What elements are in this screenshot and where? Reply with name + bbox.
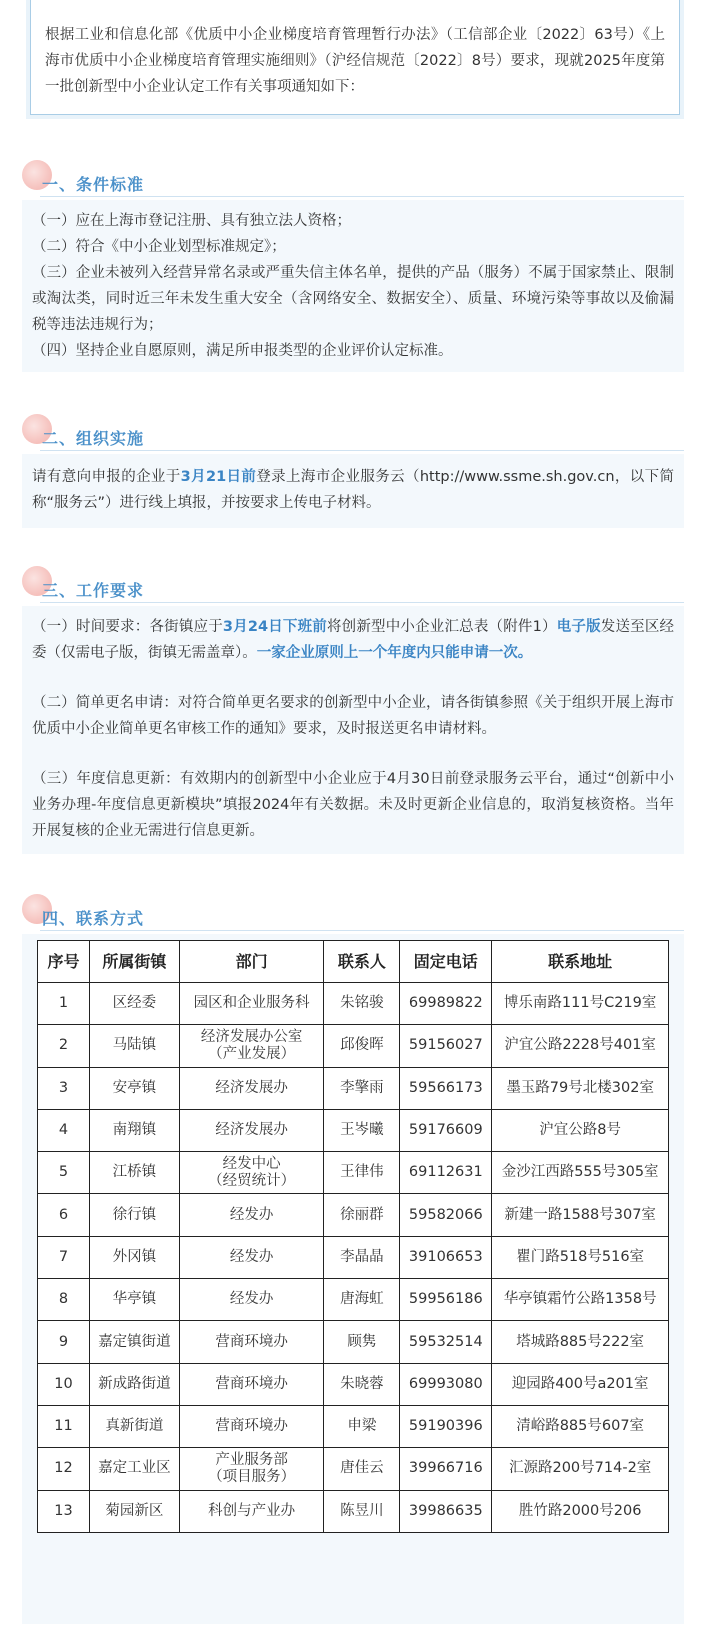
row-town: 菊园新区 [89, 1490, 179, 1532]
row-address: 墨玉路79号北楼302室 [492, 1067, 669, 1109]
row-address: 瞿门路518号516室 [492, 1236, 669, 1278]
row-contact: 徐丽群 [324, 1194, 400, 1236]
row-phone: 69993080 [400, 1363, 492, 1405]
table-row [38, 1448, 669, 1490]
row-town: 徐行镇 [89, 1194, 179, 1236]
table-row [38, 1152, 669, 1194]
row-address: 沪宜公路8号 [492, 1109, 669, 1151]
section-body [22, 454, 684, 528]
row-department: 营商环境办 [179, 1321, 324, 1363]
table-row [38, 983, 669, 1025]
row-department: 经发中心 （经贸统计） [179, 1152, 324, 1194]
row-phone: 59532514 [400, 1321, 492, 1363]
row-index: 1 [38, 983, 90, 1025]
section-divider [40, 930, 684, 931]
row-phone: 59566173 [400, 1067, 492, 1109]
row-contact: 王律伟 [324, 1152, 400, 1194]
table-row [38, 1363, 669, 1405]
section-divider [40, 450, 684, 451]
row-index: 13 [38, 1490, 90, 1532]
row-contact: 唐海虹 [324, 1279, 400, 1321]
row-phone: 59956186 [400, 1279, 492, 1321]
requirement-rename: （二）简单更名申请：对符合简单更名要求的创新型中小企业，请各街镇参照《关于组织开展上海市优质中小企业简单更名审核工作的通知》要求，及时报送更名申请材料。 [32, 695, 674, 737]
row-department: 经济发展办 [179, 1109, 324, 1151]
row-phone: 39106653 [400, 1236, 492, 1278]
section-conditions [22, 158, 684, 372]
row-contact: 王岑曦 [324, 1109, 400, 1151]
row-department: 经发办 [179, 1236, 324, 1278]
once-per-year-highlight: 一家企业原则上一个年度内只能申请一次。 [256, 645, 533, 661]
row-town: 外冈镇 [89, 1236, 179, 1278]
row-contact: 朱晓蓉 [324, 1363, 400, 1405]
table-row [38, 1109, 669, 1151]
header-phone: 固定电话 [400, 941, 492, 983]
contacts-table-body [38, 983, 669, 1533]
row-phone: 69989822 [400, 983, 492, 1025]
deadline-highlight: 3月24日下班前 [222, 619, 327, 635]
row-contact: 朱铭骏 [324, 983, 400, 1025]
section-body [22, 606, 684, 854]
header-address: 联系地址 [492, 941, 669, 983]
row-department: 营商环境办 [179, 1405, 324, 1447]
row-town: 华亭镇 [89, 1279, 179, 1321]
row-town: 区经委 [89, 983, 179, 1025]
table-row [38, 1490, 669, 1532]
row-contact: 陈昱川 [324, 1490, 400, 1532]
row-phone: 59156027 [400, 1025, 492, 1067]
row-phone: 59176609 [400, 1109, 492, 1151]
section-title: 一、条件标准 [42, 175, 145, 194]
row-index: 3 [38, 1067, 90, 1109]
row-index: 10 [38, 1363, 90, 1405]
row-address: 华亭镇霜竹公路1358号 [492, 1279, 669, 1321]
row-department: 科创与产业办 [179, 1490, 324, 1532]
row-address: 沪宜公路2228号401室 [492, 1025, 669, 1067]
table-row [38, 1236, 669, 1278]
intro-text: 根据工业和信息化部《优质中小企业梯度培育管理暂行办法》（工信部企业〔2022〕63号）《上海市优质中小企业梯度培育管理实施细则》（沪经信规范〔2022〕8号）要求，现就2025年度第一批创新型中小企业认定工作有关事项通知如下： [45, 27, 665, 95]
row-contact: 李擎雨 [324, 1067, 400, 1109]
row-address: 汇源路200号714-2室 [492, 1448, 669, 1490]
section-contacts [22, 892, 684, 1624]
row-town: 南翔镇 [89, 1109, 179, 1151]
contacts-table [37, 940, 669, 1533]
requirement-time: （一）时间要求：各街镇应于3月24日下班前将创新型中小企业汇总表（附件1）电子版发送至区经委（仅需电子版，街镇无需盖章）。一家企业原则上一个年度内只能申请一次。 [32, 619, 675, 661]
deadline-highlight: 3月21日前 [180, 469, 257, 485]
row-department: 经发办 [179, 1194, 324, 1236]
row-contact: 邱俊晖 [324, 1025, 400, 1067]
row-address: 金沙江西路555号305室 [492, 1152, 669, 1194]
row-index: 6 [38, 1194, 90, 1236]
row-department: 产业服务部 （项目服务） [179, 1448, 324, 1490]
row-town: 马陆镇 [89, 1025, 179, 1067]
row-phone: 39966716 [400, 1448, 492, 1490]
row-department: 园区和企业服务科 [179, 983, 324, 1025]
section-divider [40, 602, 684, 603]
row-town: 新成路街道 [89, 1363, 179, 1405]
row-index: 9 [38, 1321, 90, 1363]
section-requirements [22, 564, 684, 854]
header-contact: 联系人 [324, 941, 400, 983]
section-title: 三、工作要求 [42, 581, 145, 600]
section-body [22, 934, 684, 1624]
header-department: 部门 [179, 941, 324, 983]
section-divider [40, 196, 684, 197]
table-row [38, 1321, 669, 1363]
row-contact: 李晶晶 [324, 1236, 400, 1278]
condition-item-4: （四）坚持企业自愿原则，满足所申报类型的企业评价认定标准。 [32, 343, 453, 359]
row-address: 新建一路1588号307室 [492, 1194, 669, 1236]
header-index: 序号 [38, 941, 90, 983]
condition-item-2: （二）符合《中小企业划型标准规定》； [32, 239, 286, 255]
header-town: 所属街镇 [89, 941, 179, 983]
electronic-version-highlight: 电子版 [556, 619, 601, 635]
row-department: 营商环境办 [179, 1363, 324, 1405]
intro-box [30, 0, 680, 115]
table-row [38, 1405, 669, 1447]
row-index: 7 [38, 1236, 90, 1278]
row-department: 经济发展办 [179, 1067, 324, 1109]
row-town: 嘉定工业区 [89, 1448, 179, 1490]
row-index: 8 [38, 1279, 90, 1321]
row-index: 11 [38, 1405, 90, 1447]
row-address: 迎园路400号a201室 [492, 1363, 669, 1405]
row-department: 经发办 [179, 1279, 324, 1321]
requirement-annual-update: （三）年度信息更新：有效期内的创新型中小企业应于4月30日前登录服务云平台，通过“创新中小业务办理-年度信息更新模块”填报2024年有关数据。未及时更新企业信息的，取消复核资格。当年开展复核的企业无需进行信息更新。 [32, 771, 674, 839]
section-body [22, 200, 684, 372]
row-town: 嘉定镇街道 [89, 1321, 179, 1363]
organization-text: 请有意向申报的企业于3月21日前登录上海市企业服务云（http://www.ssme.sh.gov.cn，以下简称“服务云”）进行线上填报，并按要求上传电子材料。 [32, 469, 674, 511]
row-address: 博乐南路111号C219室 [492, 983, 669, 1025]
table-row [38, 1025, 669, 1067]
row-town: 安亭镇 [89, 1067, 179, 1109]
row-index: 12 [38, 1448, 90, 1490]
row-phone: 69112631 [400, 1152, 492, 1194]
condition-item-1: （一）应在上海市登记注册、具有独立法人资格； [32, 213, 351, 229]
row-town: 真新街道 [89, 1405, 179, 1447]
table-row [38, 1194, 669, 1236]
row-phone: 59190396 [400, 1405, 492, 1447]
row-phone: 39986635 [400, 1490, 492, 1532]
table-header-row [38, 941, 669, 983]
row-contact: 申梁 [324, 1405, 400, 1447]
row-address: 塔城路885号222室 [492, 1321, 669, 1363]
section-title: 二、组织实施 [42, 429, 145, 448]
row-address: 清峪路885号607室 [492, 1405, 669, 1447]
row-contact: 唐佳云 [324, 1448, 400, 1490]
condition-item-3: （三）企业未被列入经营异常名录或严重失信主体名单，提供的产品（服务）不属于国家禁止、限制或淘汰类，同时近三年未发生重大安全（含网络安全、数据安全）、质量、环境污染等事故以及偷漏税等违法违规行为； [32, 265, 674, 333]
table-row [38, 1279, 669, 1321]
row-town: 江桥镇 [89, 1152, 179, 1194]
row-index: 4 [38, 1109, 90, 1151]
table-row [38, 1067, 669, 1109]
row-address: 胜竹路2000号206 [492, 1490, 669, 1532]
row-index: 2 [38, 1025, 90, 1067]
row-contact: 顾隽 [324, 1321, 400, 1363]
section-organization [22, 412, 684, 528]
section-title: 四、联系方式 [42, 909, 145, 928]
row-phone: 59582066 [400, 1194, 492, 1236]
row-department: 经济发展办公室 （产业发展） [179, 1025, 324, 1067]
row-index: 5 [38, 1152, 90, 1194]
